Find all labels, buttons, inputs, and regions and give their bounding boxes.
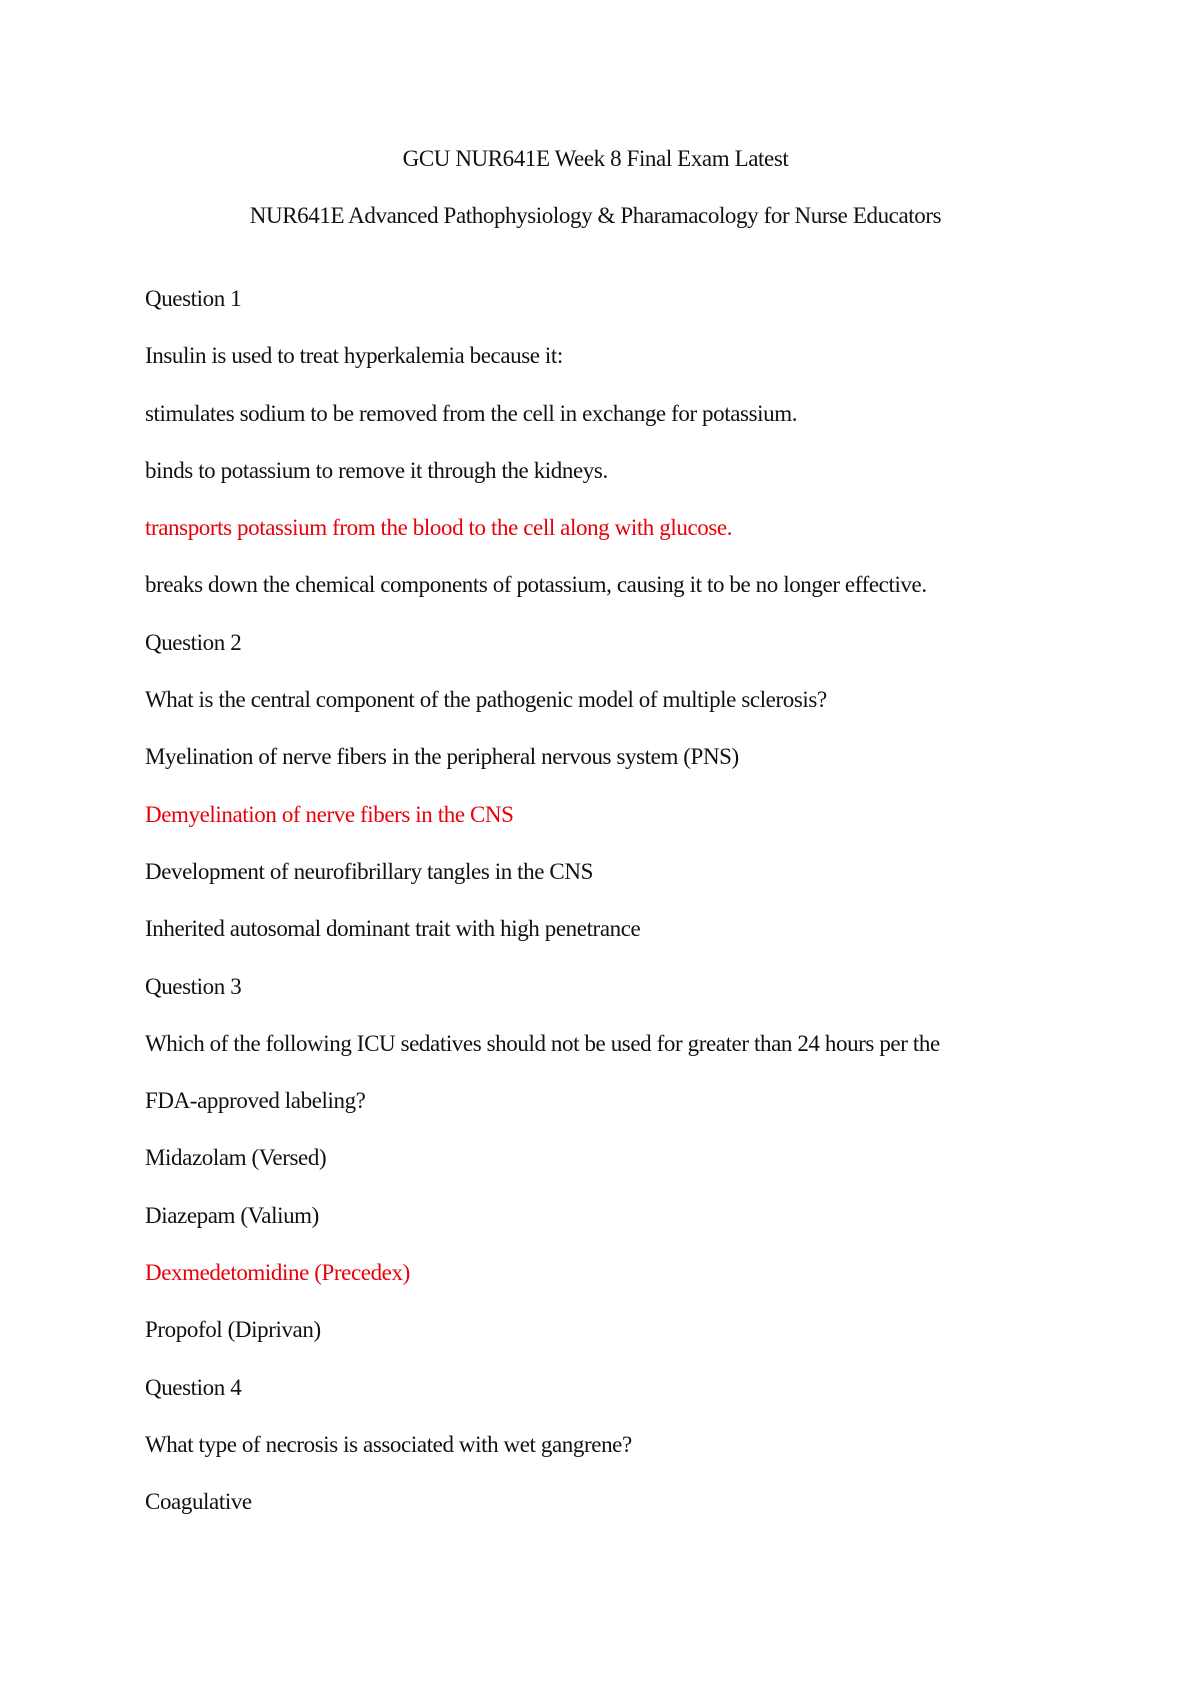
question-list [145, 287, 1065, 1548]
question-prompt: What type of necrosis is associated with wet gangrene? [145, 1431, 632, 1457]
answer-option: Midazolam (Versed) [145, 1145, 327, 1171]
question-prompt-continued: FDA-approved labeling? [145, 1088, 366, 1114]
correct-answer-option: Demyelination of nerve fibers in the CNS [145, 801, 514, 827]
answer-option: binds to potassium to remove it through the kidneys. [145, 457, 608, 483]
correct-answer-option: Dexmedetomidine (Precedex) [145, 1260, 410, 1286]
question-label: Question 4 [145, 1374, 242, 1400]
answer-option: Coagulative [145, 1489, 252, 1515]
correct-answer-option: transports potassium from the blood to the cell along with glucose. [145, 515, 733, 541]
answer-option: Diazepam (Valium) [145, 1202, 319, 1228]
question-label: Question 2 [145, 629, 242, 655]
answer-option: stimulates sodium to be removed from the cell in exchange for potassium. [145, 400, 798, 426]
document-title: GCU NUR641E Week 8 Final Exam Latest [402, 146, 789, 171]
answer-option: Propofol (Diprivan) [145, 1317, 321, 1343]
question-prompt: What is the central component of the pathogenic model of multiple sclerosis? [145, 687, 827, 713]
document-subtitle: NUR641E Advanced Pathophysiology & Pharamacology for Nurse Educators [249, 203, 942, 228]
question-label: Question 1 [145, 286, 242, 311]
question-label: Question 3 [145, 973, 242, 999]
answer-option: breaks down the chemical components of potassium, causing it to be no longer effective. [145, 572, 927, 598]
question-prompt: Which of the following ICU sedatives should not be used for greater than 24 hours per the [145, 1030, 940, 1056]
answer-option: Development of neurofibrillary tangles in the CNS [145, 858, 593, 884]
question-prompt: Insulin is used to treat hyperkalemia because it: [145, 343, 563, 369]
answer-option: Inherited autosomal dominant trait with high penetrance [145, 916, 641, 942]
answer-option: Myelination of nerve fibers in the peripheral nervous system (PNS) [145, 744, 739, 770]
